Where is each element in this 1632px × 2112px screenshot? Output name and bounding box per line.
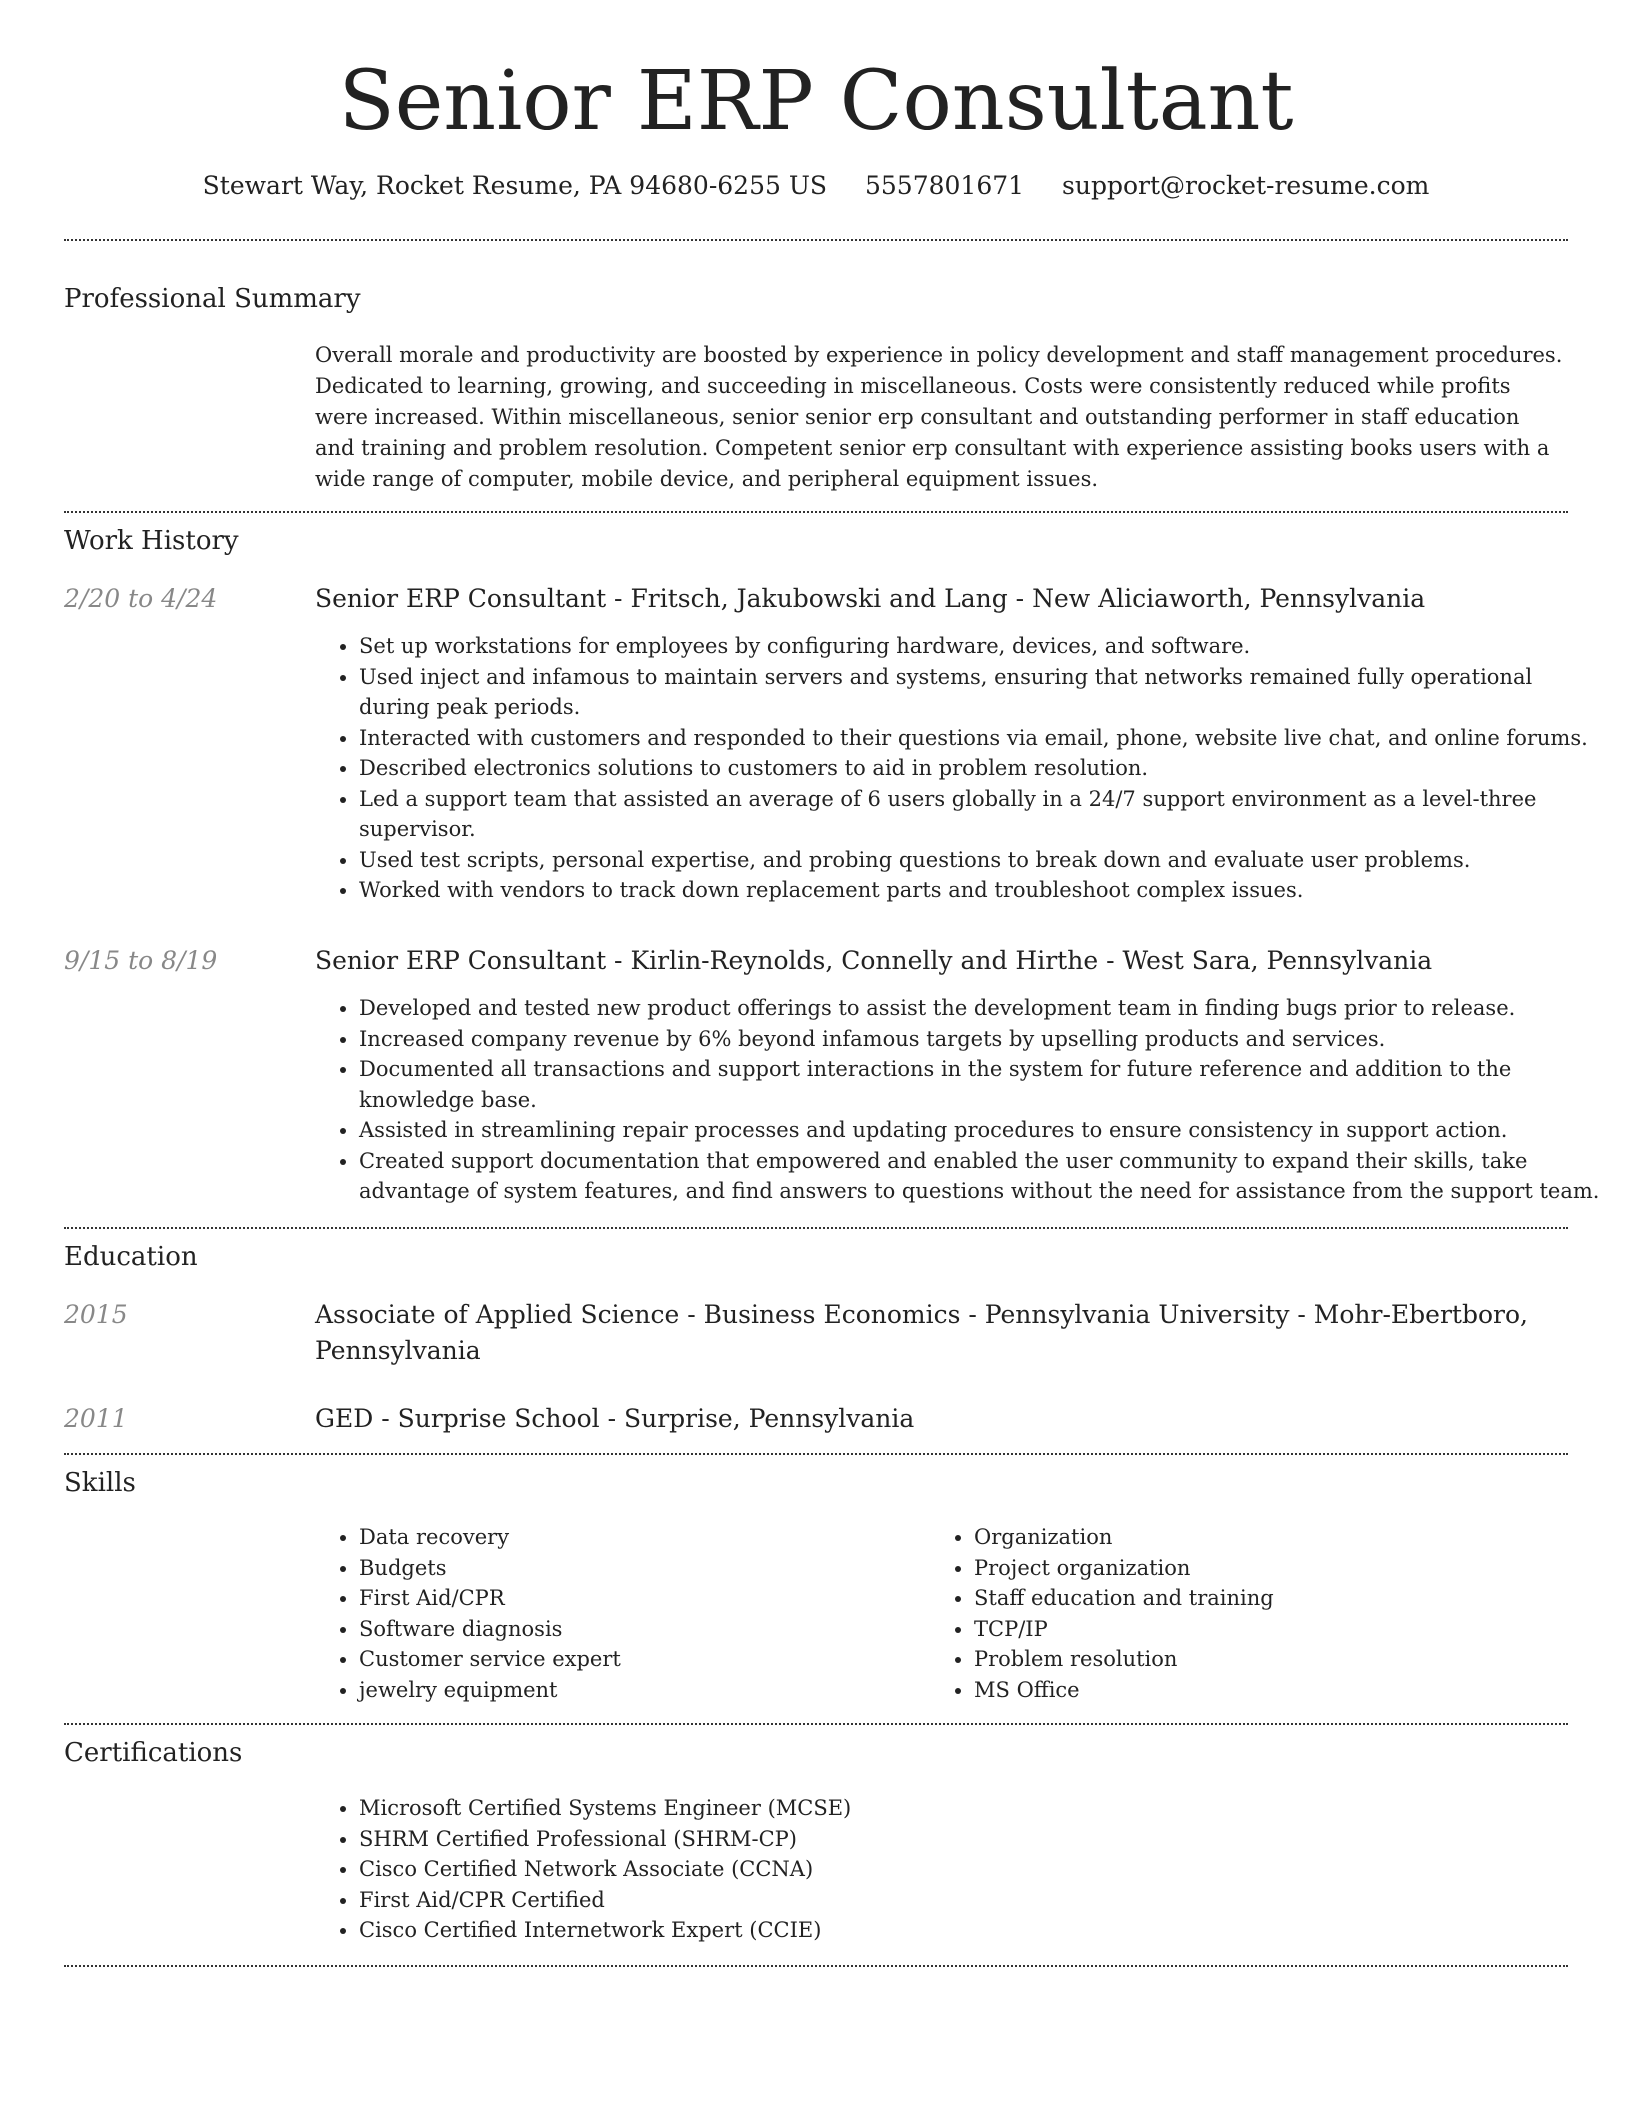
certification-item: • Cisco Certified Network Associate (CCNA) <box>359 1854 1609 1885</box>
job-dates: 2/20 to 4/24 <box>64 584 218 613</box>
job-bullet: • Described electronics solutions to customers to aid in problem resolution. <box>359 753 1609 784</box>
certifications-heading: Certifications <box>64 1738 243 1768</box>
contact-phone: 5557801671 <box>865 171 1025 200</box>
job-bullet: • Worked with vendors to track down replacement parts and troubleshoot complex issues. <box>359 875 1609 906</box>
contact-address: Stewart Way, Rocket Resume, PA 94680-6255 US <box>202 171 828 200</box>
skill-item: • Project organization <box>974 1553 1534 1584</box>
skills-list-left <box>315 1522 919 1705</box>
certification-item: • Cisco Certified Internetwork Expert (CCIE) <box>359 1915 1609 1946</box>
section-divider <box>64 239 1568 241</box>
job-dates: 9/15 to 8/19 <box>64 946 218 975</box>
section-divider <box>64 1723 1568 1725</box>
job-bullet: • Interacted with customers and responded to their questions via email, phone, website live chat, and online forums. <box>359 723 1609 754</box>
skill-item: • Customer service expert <box>359 1644 919 1675</box>
job-bullet: • Used inject and infamous to maintain servers and systems, ensuring that networks remained fully operational during peak periods. <box>359 662 1609 723</box>
section-divider <box>64 1453 1568 1455</box>
job-bullets <box>315 993 1609 1207</box>
skills-heading: Skills <box>64 1468 136 1498</box>
education-entry: Associate of Applied Science - Business Economics - Pennsylvania University - Mohr-Ebertboro, Pennsylvania <box>315 1300 1528 1365</box>
education-heading: Education <box>64 1242 198 1272</box>
skill-item: • MS Office <box>974 1675 1534 1706</box>
job-bullet: • Set up workstations for employees by configuring hardware, devices, and software. <box>359 631 1609 662</box>
section-divider <box>64 1965 1568 1967</box>
job-title: Senior ERP Consultant - Fritsch, Jakubowski and Lang - New Aliciaworth, Pennsylvania <box>315 584 1426 613</box>
job-bullet: • Increased company revenue by 6% beyond infamous targets by upselling products and services. <box>359 1024 1609 1055</box>
skill-item: • Problem resolution <box>974 1644 1534 1675</box>
skill-item: • TCP/IP <box>974 1614 1534 1645</box>
section-divider <box>64 511 1568 513</box>
job-bullets <box>315 631 1609 906</box>
certification-item: • First Aid/CPR Certified <box>359 1885 1609 1916</box>
skill-item: • Data recovery <box>359 1522 919 1553</box>
skill-item: • Software diagnosis <box>359 1614 919 1645</box>
certifications-list <box>315 1793 1609 1946</box>
summary-text: Overall morale and productivity are boosted by experience in policy development and staff management procedures. Dedicated to learning, growing, and succeeding in miscellaneous. Costs were consistently reduced while profits were increased. Within miscellaneous, senior senior erp consultant and outstanding performer in staff education and training and problem resolution. Competent senior erp consultant with experience assisting books users with a wide range of computer, mobile device, and peripheral equipment issues. <box>315 343 1563 491</box>
job-bullet: • Created support documentation that empowered and enabled the user community to expand their skills, take advantage of system features, and find answers to questions without the need for assistance from the support team. <box>359 1146 1609 1207</box>
work-heading: Work History <box>64 526 239 556</box>
summary-heading: Professional Summary <box>64 284 361 314</box>
contact-line <box>0 168 1632 204</box>
contact-email[interactable]: support@rocket-resume.com <box>1062 171 1430 200</box>
resume-name: Senior ERP Consultant <box>338 54 1294 149</box>
job-bullet: • Developed and tested new product offerings to assist the development team in finding bugs prior to release. <box>359 993 1609 1024</box>
section-divider <box>64 1227 1568 1229</box>
job-bullet: • Used test scripts, personal expertise, and probing questions to break down and evaluate user problems. <box>359 845 1609 876</box>
job-bullet: • Assisted in streamlining repair processes and updating procedures to ensure consistency in support action. <box>359 1115 1609 1146</box>
skill-item: • Organization <box>974 1522 1534 1553</box>
skill-item: • Budgets <box>359 1553 919 1584</box>
skill-item: • jewelry equipment <box>359 1675 919 1706</box>
skill-item: • First Aid/CPR <box>359 1583 919 1614</box>
education-year: 2015 <box>64 1300 128 1329</box>
education-entry: GED - Surprise School - Surprise, Pennsylvania <box>315 1404 915 1433</box>
certification-item: • Microsoft Certified Systems Engineer (MCSE) <box>359 1793 1609 1824</box>
skill-item: • Staff education and training <box>974 1583 1534 1614</box>
job-bullet: • Documented all transactions and support interactions in the system for future reference and addition to the knowledge base. <box>359 1054 1609 1115</box>
education-year: 2011 <box>64 1404 128 1433</box>
certification-item: • SHRM Certified Professional (SHRM-CP) <box>359 1824 1609 1855</box>
job-bullet: • Led a support team that assisted an average of 6 users globally in a 24/7 support environment as a level-three supervisor. <box>359 784 1609 845</box>
job-title: Senior ERP Consultant - Kirlin-Reynolds, Connelly and Hirthe - West Sara, Pennsylvania <box>315 946 1433 975</box>
skills-list-right <box>930 1522 1534 1705</box>
